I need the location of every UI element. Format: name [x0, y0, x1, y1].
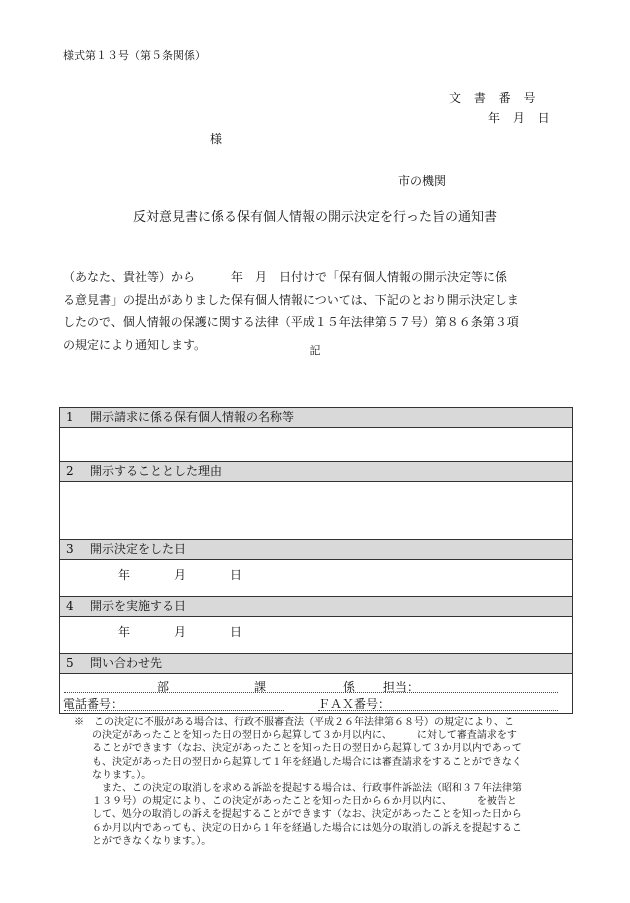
row-header-implementation-date [60, 596, 572, 617]
body-line: したので、個人情報の保護に関する法律（平成１５年法律第５７号）第８６条第３項 [63, 315, 519, 329]
row-header-name [60, 407, 572, 428]
ki-heading: 記 [309, 344, 321, 357]
note-line: ることができます（なお、決定があったことを知った日の翌日から起算して３か月以内であって [92, 743, 522, 755]
row-number: 1 [66, 410, 74, 424]
row-body-contact [60, 674, 572, 714]
fax-label: ＦＡＸ番号： [318, 697, 391, 711]
addressee-suffix: 様 [210, 132, 223, 146]
note-line: なります。）。 [92, 769, 152, 781]
row-body-implementation-date [60, 617, 572, 653]
section-label: 課 [254, 680, 267, 694]
row-header-contact [60, 653, 572, 674]
year-label: 年 [118, 625, 131, 639]
row-label: 問い合わせ先 [90, 656, 163, 670]
issuer-name: 市の機関 [398, 174, 447, 188]
row-number: 5 [66, 656, 74, 670]
phone-dotted-line [64, 710, 284, 711]
note-line: の決定があったことを知った日の翌日から起算して３か月以内に、 に対して審査請求をす [92, 730, 517, 742]
day-label: 日 [230, 568, 243, 582]
phone-label: 電話番号： [63, 697, 124, 711]
body-line: （あなた、貴社等）から 年 月 日付けで「保有個人情報の開示決定等に係 [63, 270, 508, 284]
row-header-decision-date [60, 539, 572, 560]
person-in-charge-label: 担当： [383, 680, 420, 694]
fax-dotted-line [318, 710, 558, 711]
document-title: 反対意見書に係る保有個人情報の開示決定を行った旨の通知書 [132, 210, 497, 225]
appeal-notice [74, 716, 574, 848]
note-line: この決定に不服がある場合は、行政不服審査法（平成２６年法律第６８号）の規定により、こ [94, 717, 514, 728]
row-label: 開示請求に係る保有個人情報の名称等 [90, 410, 295, 424]
department-label: 部 [157, 680, 170, 694]
row-body-decision-date [60, 560, 572, 596]
row-body-reason [60, 482, 572, 540]
row-label: 開示することとした理由 [90, 464, 223, 478]
document-number-label: 文 書 番 号 [449, 91, 536, 105]
note-line: して、処分の取消しの訴えを提起することができます（なお、決定があったことを知った日から [92, 809, 522, 821]
row-number: 4 [66, 599, 74, 613]
note-line: また、この決定の取消しを求める訴訟を提起する場合は、行政事件訴訟法（昭和３７年法律第 [92, 783, 522, 795]
row-number: 3 [66, 542, 74, 556]
unit-label: 係 [343, 680, 356, 694]
document-date-label: 年 月 日 [488, 111, 550, 125]
day-label: 日 [230, 625, 243, 639]
note-line: １３９号）の規定により、この決定があったことを知った日から６か月以内に、 を被告と [92, 796, 517, 808]
form-number: 様式第１３号（第５条関係） [63, 49, 206, 62]
row-label: 開示を実施する日 [90, 599, 187, 613]
details-table [59, 407, 573, 714]
note-line: も、決定があった日の翌日から起算して１年を経過した場合には審査請求をすることができなく [92, 756, 522, 768]
month-label: 月 [174, 568, 187, 582]
row-label: 開示決定をした日 [90, 542, 187, 556]
row-number: 2 [66, 464, 74, 478]
body-line: の規定により通知します。 [63, 337, 207, 352]
note-line: とができなくなります。）。 [92, 835, 212, 847]
row-header-reason [60, 461, 572, 482]
note-mark: ※ [74, 717, 84, 728]
contact-dotted-line [64, 692, 558, 693]
body-line: る意見書」の提出がありました保有個人情報については、下記のとおり開示決定しま [63, 292, 519, 307]
note-line: ６か月以内であっても、決定の日から１年を経過した場合には処分の取消しの訴えを提起するこ [92, 822, 522, 834]
month-label: 月 [174, 625, 187, 639]
year-label: 年 [118, 568, 131, 582]
